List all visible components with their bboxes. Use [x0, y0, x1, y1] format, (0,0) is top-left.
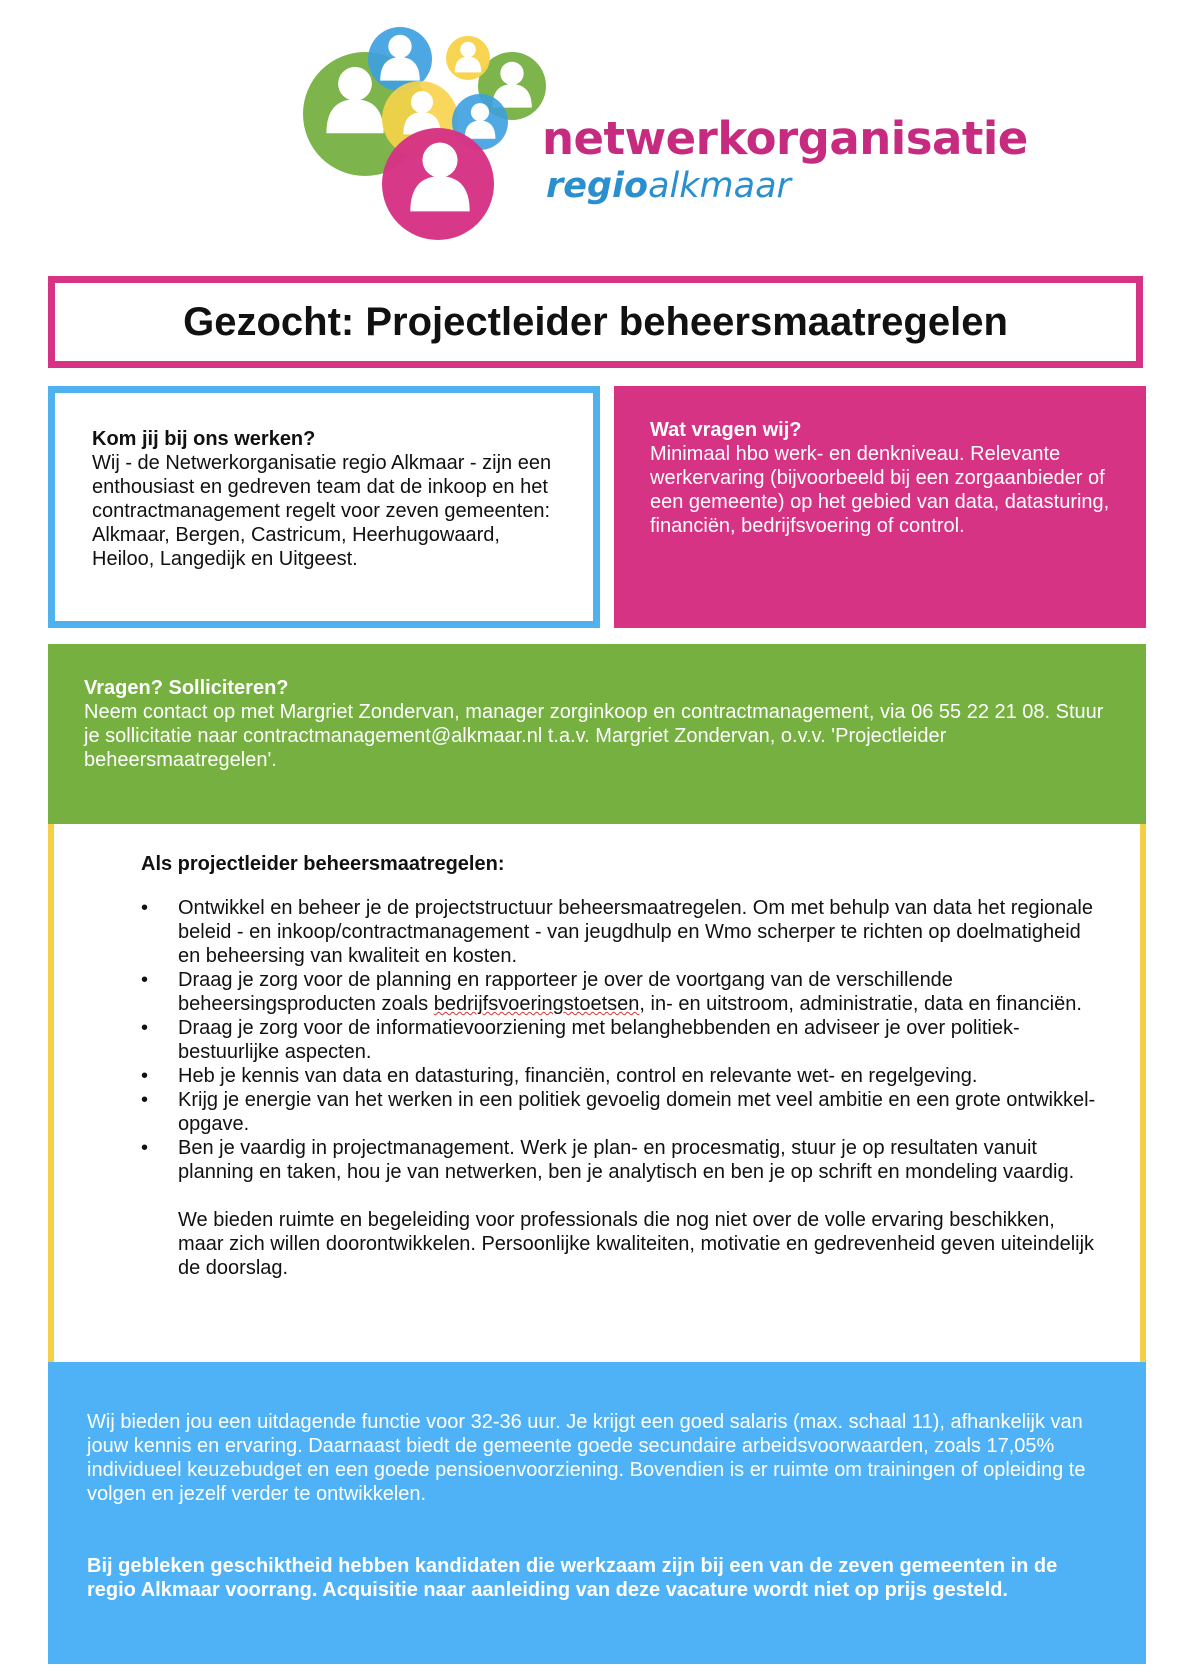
- spellcheck-marked-word: bedrijfsvoeringstoetsen: [433, 993, 640, 1015]
- list-item-text: Ben je vaardig in projectmanagement. Werk je plan- en procesmatig, stuur je op resultaten vanuit planning en taken, hou je van netwerken, ben je analytisch en ben je op schrift en mondeling vaardig.: [178, 1137, 1075, 1183]
- list-item-text-after: , in- en uitstroom, administratie, data en financiën.: [639, 993, 1082, 1015]
- role-box: [48, 824, 1146, 1362]
- list-item: [141, 1064, 1100, 1088]
- contact-text: Neem contact op met Margriet Zondervan, manager zorginkoop en contractmanagement, via 06 55 22 21 08. Stuur je sollicitatie naar contractmanagement@alkmaar.nl t.a.v. Margriet Zondervan, o.v.v. 'Projectleider beheersmaatregelen'.: [84, 701, 1104, 771]
- intro-box: [48, 386, 600, 628]
- requirements-text: Minimaal hbo werk- en denkniveau. Relevante werkervaring (bijvoorbeeld bij een zorgaanbieder of een gemeente) op het gebied van data, datasturing, financiën, bedrijfsvoering of control.: [650, 443, 1110, 537]
- bullet-icon: •: [141, 1065, 149, 1087]
- contact-heading: Vragen? Solliciteren?: [84, 677, 289, 699]
- list-item: [141, 1016, 1100, 1064]
- logo-subtitle-bold: regio: [546, 166, 649, 206]
- list-item: [141, 1136, 1100, 1184]
- logo-subtitle-light: alkmaar: [648, 166, 791, 206]
- logo-title: netwerkorganisatie: [542, 112, 1028, 165]
- list-item-text-before: Draag je zorg voor de planning en rapporteer je over de voortgang van de verschillende beheersingsproducten zoals: [178, 969, 953, 1015]
- role-heading: Als projectleider beheersmaatregelen:: [141, 853, 505, 875]
- list-item-text: Krijg je energie van het werken in een politiek gevoelig domein met veel ambitie en een grote ontwikkel-opgave.: [178, 1089, 1096, 1135]
- bullet-icon: •: [141, 1017, 149, 1039]
- role-list: [141, 896, 1100, 1184]
- bullet-icon: •: [141, 897, 149, 919]
- bullet-icon: •: [141, 1137, 149, 1159]
- page-title: Gezocht: Projectleider beheersmaatregelen: [183, 300, 1008, 344]
- intro-text: Wij - de Netwerkorganisatie regio Alkmaar - zijn een enthousiast en gedreven team dat de inkoop en het contractmanagement regelt voor zeven gemeenten: Alkmaar, Bergen, Castricum, Heerhugowaard, Heiloo, Langedijk en Uitgeest.: [92, 452, 552, 570]
- bullet-icon: •: [141, 969, 149, 991]
- offer-text: Wij bieden jou een uitdagende functie voor 32-36 uur. Je krijgt een goed salaris (max. schaal 11), afhankelijk van jouw kennis en ervaring. Daarnaast biedt de gemeente goede secundaire arbeidsvoorwaarden, zoals 17,05% individueel keuzebudget en een goede pensioenvoorziening. Bovendien is er ruimte om trainingen of opleiding te volgen en jezelf verder te ontwikkelen.: [87, 1411, 1086, 1505]
- offer-box: [48, 1362, 1146, 1664]
- role-closing: We bieden ruimte en begeleiding voor professionals die nog niet over de volle ervaring beschikken, maar zich willen doorontwikkelen. Persoonlijke kwaliteiten, motivatie en gedrevenheid geven uiteindelijk de doorslag.: [178, 1209, 1095, 1279]
- logo-subtitle: [546, 166, 791, 206]
- intro-heading: Kom jij bij ons werken?: [92, 428, 316, 450]
- list-item-text: Ontwikkel en beheer je de projectstructuur beheersmaatregelen. Om met behulp van data het regionale beleid - en inkoop/contractmanagement - van jeugdhulp en Wmo scherper te richten op doelmatigheid en beheersing van kwaliteit en kosten.: [178, 897, 1093, 967]
- list-item: [141, 1088, 1100, 1136]
- title-box: [48, 276, 1143, 368]
- list-item: [141, 968, 1100, 1016]
- requirements-box: [614, 386, 1146, 628]
- bullet-icon: •: [141, 1089, 149, 1111]
- contact-box: [48, 644, 1146, 824]
- list-item-text: Draag je zorg voor de informatievoorziening met belanghebbenden en adviseer je over politiek-bestuurlijke aspecten.: [178, 1017, 1020, 1063]
- priority-text: Bij gebleken geschiktheid hebben kandidaten die werkzaam zijn bij een van de zeven gemeenten in de regio Alkmaar voorrang. Acquisitie naar aanleiding van deze vacature wordt niet op prijs gesteld.: [87, 1555, 1058, 1601]
- requirements-heading: Wat vragen wij?: [650, 419, 802, 441]
- logo-people-icon: [300, 14, 550, 244]
- list-item: [141, 896, 1100, 968]
- list-item-text: Heb je kennis van data en datasturing, financiën, control en relevante wet- en regelgeving.: [178, 1065, 978, 1087]
